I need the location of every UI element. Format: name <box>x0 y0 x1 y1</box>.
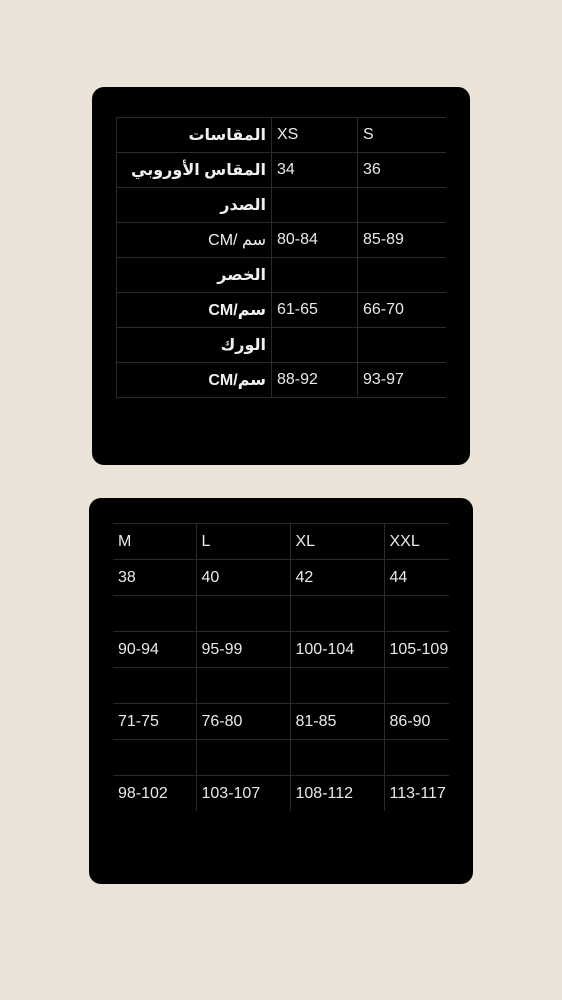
cell-s: S <box>358 118 447 153</box>
table-row <box>113 740 449 776</box>
cell-m: M <box>113 524 196 560</box>
table-row <box>113 704 449 740</box>
cell-xs <box>272 258 358 293</box>
cell-xs <box>272 188 358 223</box>
size-chart-table-1 <box>116 117 446 399</box>
cell-m: 98-102 <box>113 776 196 812</box>
cell-xs: 34 <box>272 153 358 188</box>
table-row <box>113 524 449 560</box>
cell-xl: 42 <box>290 560 384 596</box>
table-row <box>117 153 447 188</box>
cell-m: 71-75 <box>113 704 196 740</box>
table-row <box>113 632 449 668</box>
cell-xl: 108-112 <box>290 776 384 812</box>
cell-xl: 81-85 <box>290 704 384 740</box>
row-label: سم/CM <box>117 293 272 328</box>
cell-s <box>358 188 447 223</box>
cell-s: 36 <box>358 153 447 188</box>
cell-xxl: 113-117 <box>384 776 449 812</box>
cell-xs: 80-84 <box>272 223 358 258</box>
cell-xl <box>290 668 384 704</box>
row-label: المقاسات <box>117 118 272 153</box>
cell-xs: XS <box>272 118 358 153</box>
cell-xs: 88-92 <box>272 363 358 398</box>
table-row <box>117 363 447 398</box>
cell-xxl: 86-90 <box>384 704 449 740</box>
table-row <box>117 118 447 153</box>
cell-m <box>113 596 196 632</box>
cell-l: L <box>196 524 290 560</box>
size-chart-card-2 <box>89 498 473 884</box>
cell-xxl: 105-109 <box>384 632 449 668</box>
size-chart-card-1 <box>92 87 470 465</box>
row-label: سم/CM <box>117 363 272 398</box>
cell-xl <box>290 596 384 632</box>
cell-l: 40 <box>196 560 290 596</box>
table-row <box>117 293 447 328</box>
cell-m <box>113 668 196 704</box>
cell-s: 93-97 <box>358 363 447 398</box>
cell-m: 38 <box>113 560 196 596</box>
cell-l <box>196 596 290 632</box>
cell-xl <box>290 740 384 776</box>
table-row <box>113 560 449 596</box>
cell-l: 103-107 <box>196 776 290 812</box>
cell-xs <box>272 328 358 363</box>
cell-s <box>358 258 447 293</box>
cell-l: 95-99 <box>196 632 290 668</box>
cell-xxl <box>384 668 449 704</box>
table-row <box>113 668 449 704</box>
cell-xxl <box>384 596 449 632</box>
table-row <box>117 223 447 258</box>
cell-l <box>196 740 290 776</box>
table-row <box>117 258 447 293</box>
cell-xl: 100-104 <box>290 632 384 668</box>
cell-xxl: 44 <box>384 560 449 596</box>
table-row <box>113 776 449 812</box>
cell-s: 66-70 <box>358 293 447 328</box>
cell-s: 85-89 <box>358 223 447 258</box>
row-label: المقاس الأوروبي <box>117 153 272 188</box>
table-row <box>117 188 447 223</box>
row-label: الورك <box>117 328 272 363</box>
cell-m <box>113 740 196 776</box>
cell-l: 76-80 <box>196 704 290 740</box>
row-label: الخصر <box>117 258 272 293</box>
cell-s <box>358 328 447 363</box>
table-row <box>113 596 449 632</box>
cell-xxl <box>384 740 449 776</box>
row-label: سم /CM <box>117 223 272 258</box>
cell-m: 90-94 <box>113 632 196 668</box>
cell-l <box>196 668 290 704</box>
cell-xs: 61-65 <box>272 293 358 328</box>
cell-xxl: XXL <box>384 524 449 560</box>
row-label: الصدر <box>117 188 272 223</box>
table-row <box>117 328 447 363</box>
size-chart-table-2 <box>113 523 449 811</box>
cell-xl: XL <box>290 524 384 560</box>
